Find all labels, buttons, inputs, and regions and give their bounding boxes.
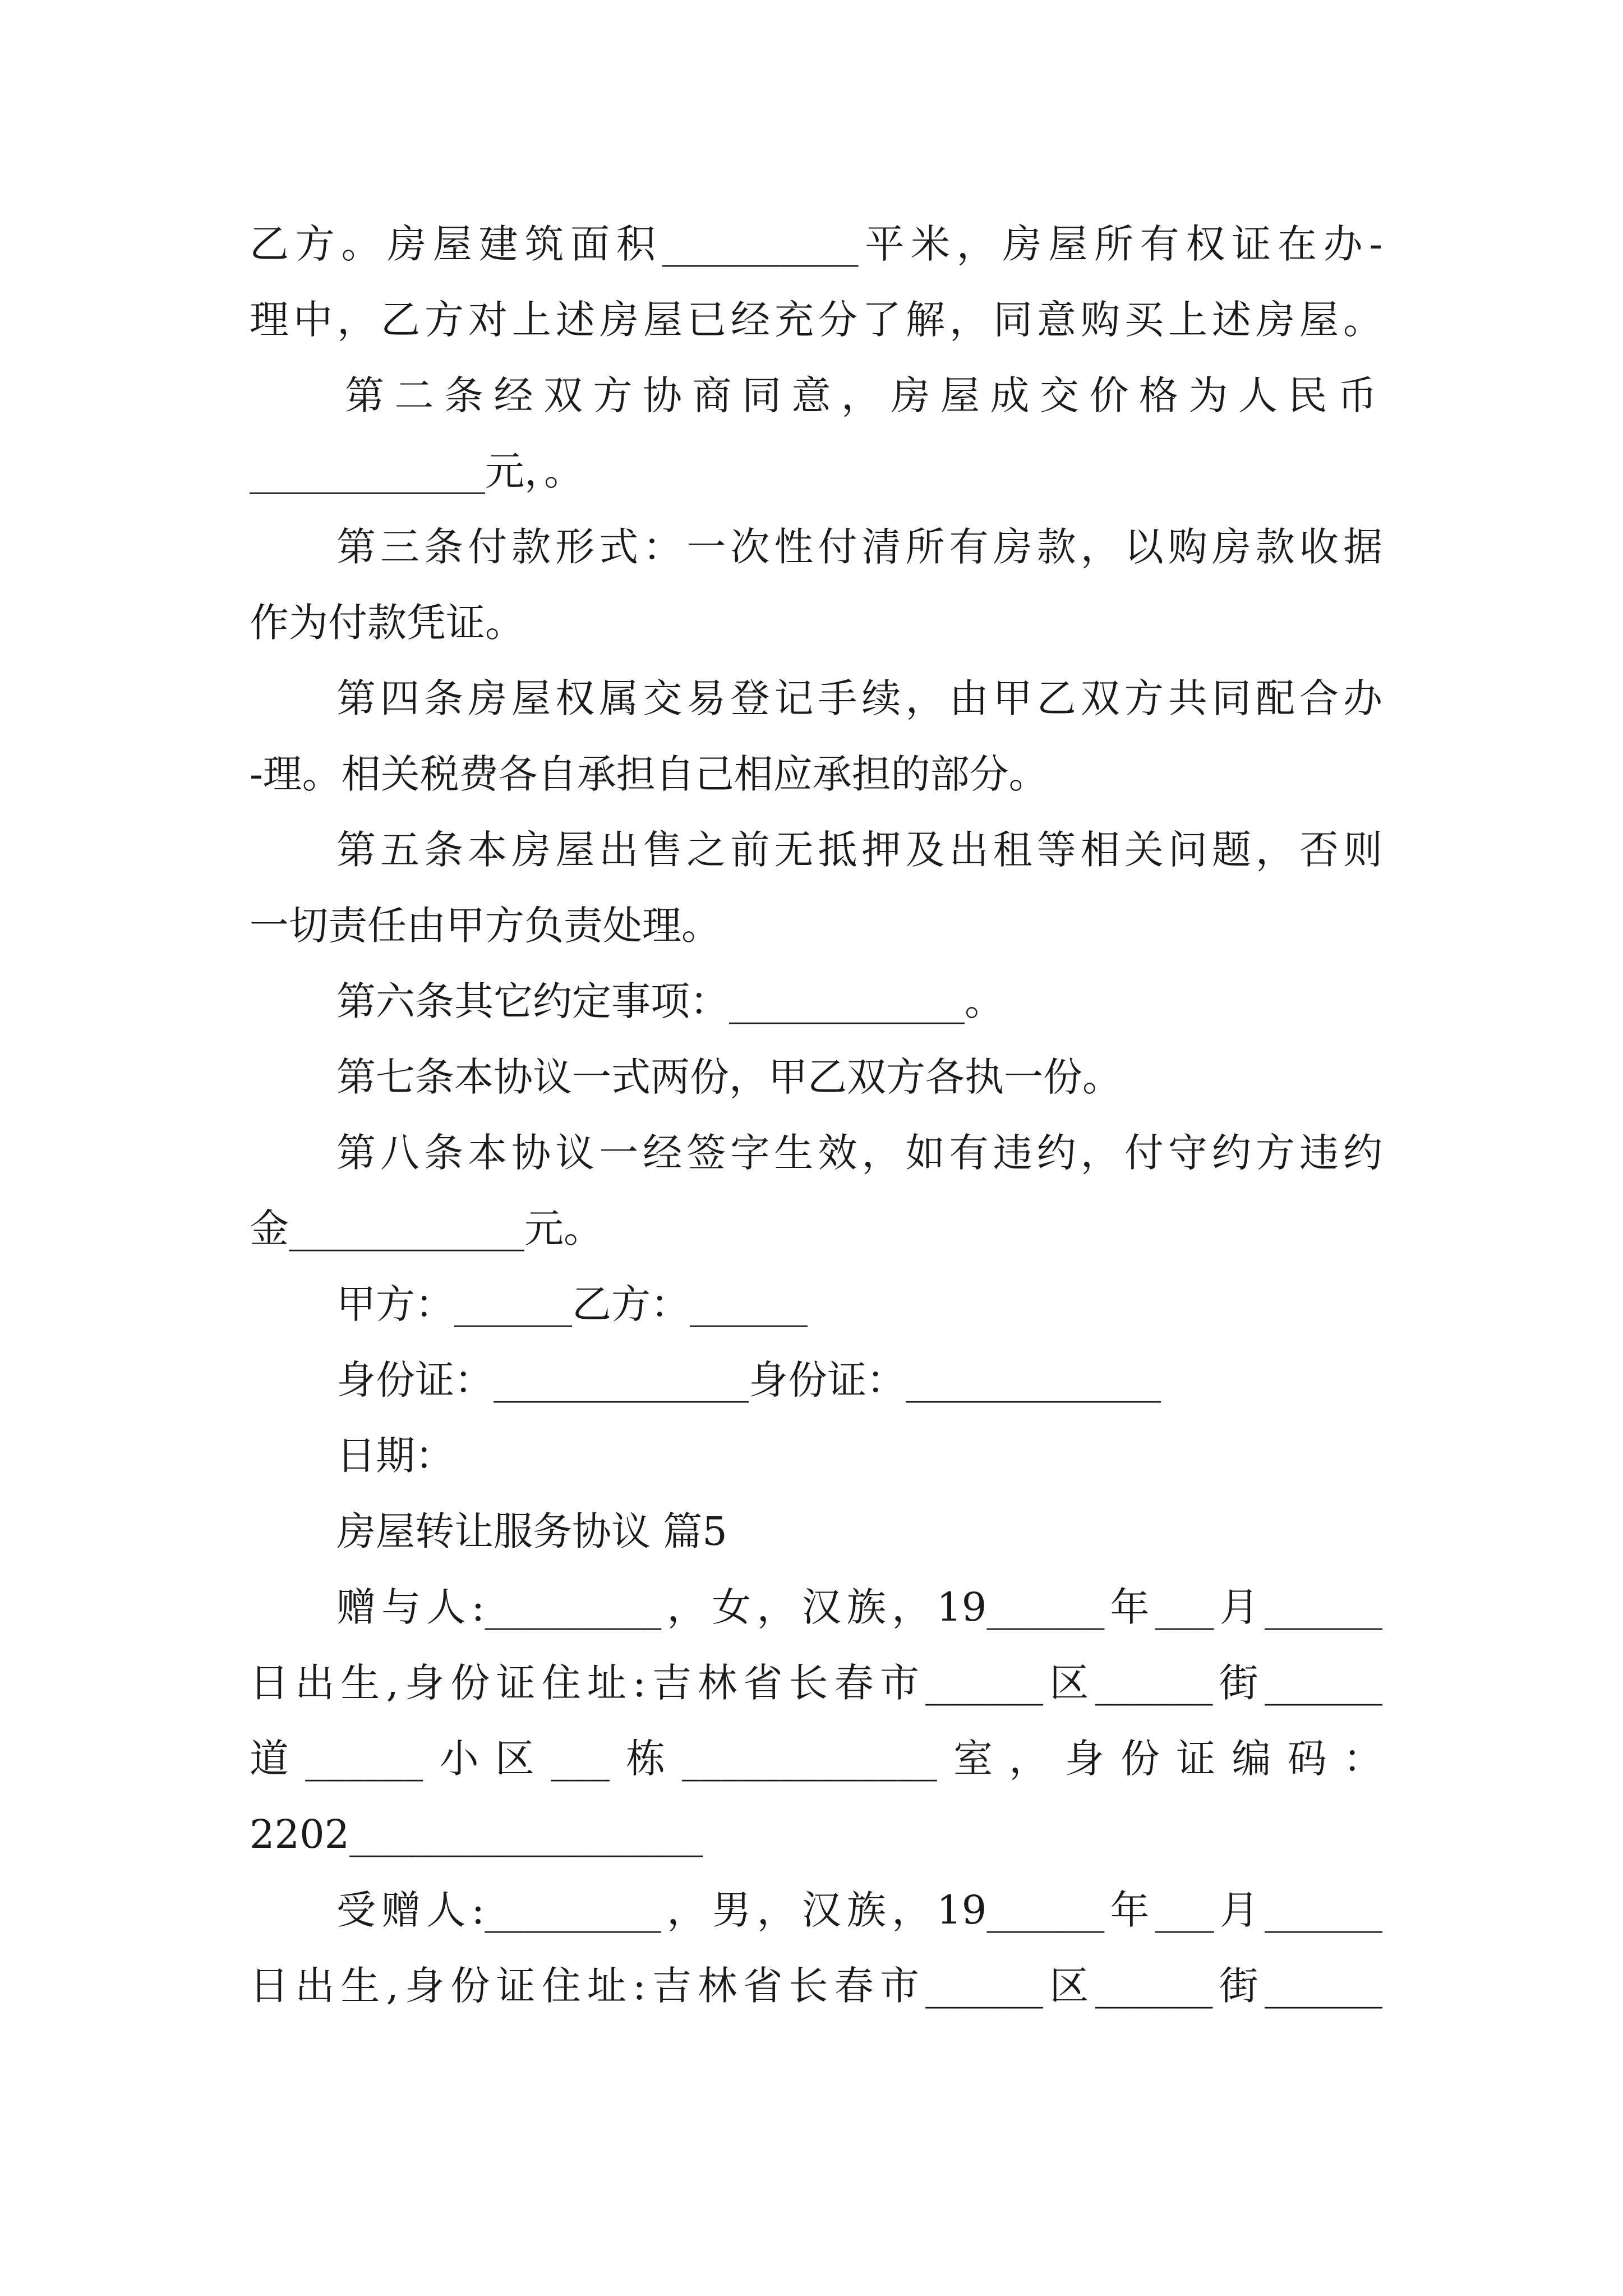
text-line-10: 一切责任由甲方负责处理。 <box>250 903 721 949</box>
text-line-1: 乙方。房屋建筑面积__________平米，房屋所有权证在办- <box>250 221 1382 267</box>
recipient-address-line: 日出生,身份证住址:吉林省长春市______区______街______ <box>250 1963 1382 2009</box>
article-7-line: 第七条本协议一式两份，甲乙双方各执一份。 <box>336 1054 1122 1100</box>
donor-address-line: 日出生,身份证住址:吉林省长春市______区______街______ <box>250 1660 1382 1706</box>
id-card-line: 身份证：_____________身份证：_____________ <box>336 1357 1161 1403</box>
donor-line: 赠与人:_________，女，汉族，19______年___月______ <box>336 1584 1382 1630</box>
donor-residence-line: 道______小区___栋_____________室，身份证编码： <box>250 1736 1382 1782</box>
article-3-line: 第三条付款形式：一次性付清所有房款，以购房款收据 <box>336 524 1382 570</box>
section-heading: 房屋转让服务协议 篇5 <box>336 1508 727 1554</box>
price-line: ____________元，。 <box>250 448 583 494</box>
recipient-line: 受赠人:_________，男，汉族，19______年___月______ <box>336 1887 1382 1933</box>
text-line-6: 作为付款凭证。 <box>250 600 524 646</box>
text-line-2: 理中，乙方对上述房屋已经充分了解，同意购买上述房屋。 <box>250 297 1382 343</box>
article-4-line: 第四条房屋权属交易登记手续，由甲乙双方共同配合办 <box>336 675 1382 721</box>
text-line-8: -理。相关税费各自承担自己相应承担的部分。 <box>250 751 1048 797</box>
signature-parties-line: 甲方：______乙方：______ <box>336 1281 808 1327</box>
article-2-line: 第二条经双方协商同意，房屋成交价格为人民币 <box>345 372 1382 418</box>
article-5-line: 第五条本房屋出售之前无抵押及出租等相关问题，否则 <box>336 827 1382 873</box>
donor-id-number-line: 2202__________________ <box>250 1811 703 1857</box>
penalty-line: 金____________元。 <box>250 1205 603 1251</box>
date-line: 日期： <box>336 1433 454 1479</box>
article-8-line: 第八条本协议一经签字生效，如有违约，付守约方违约 <box>336 1130 1382 1176</box>
article-6-line: 第六条其它约定事项：____________。 <box>336 978 1004 1024</box>
